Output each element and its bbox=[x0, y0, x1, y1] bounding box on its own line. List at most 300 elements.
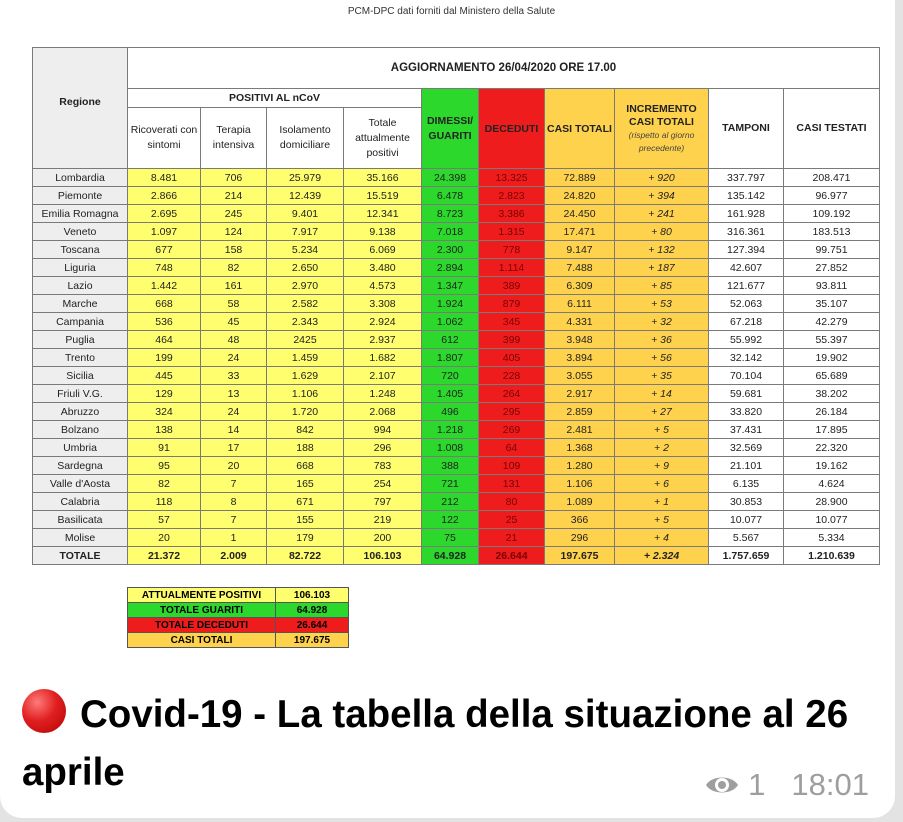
summary-label: TOTALE GUARITI bbox=[128, 603, 276, 618]
cell-casi-totali: 2.917 bbox=[545, 385, 615, 403]
cell-incremento: + 27 bbox=[615, 403, 709, 421]
cell-casi-testati: 26.184 bbox=[784, 403, 880, 421]
cell-terapia: 706 bbox=[201, 169, 267, 187]
cell-isolamento: 2.343 bbox=[267, 313, 344, 331]
cell-terapia: 58 bbox=[201, 295, 267, 313]
cell-totale-positivi: 9.138 bbox=[344, 223, 422, 241]
cell-casi-testati: 5.334 bbox=[784, 529, 880, 547]
cell-terapia: 161 bbox=[201, 277, 267, 295]
cell-dimessi: 2.300 bbox=[422, 241, 479, 259]
cell-deceduti: 109 bbox=[479, 457, 545, 475]
cell-tamponi: 30.853 bbox=[709, 493, 784, 511]
message-meta bbox=[704, 767, 869, 803]
cell-dimessi: 8.723 bbox=[422, 205, 479, 223]
cell-regione: Liguria bbox=[33, 259, 128, 277]
cell-ricoverati: 2.695 bbox=[128, 205, 201, 223]
cell-terapia: 20 bbox=[201, 457, 267, 475]
cell-totale-positivi: 106.103 bbox=[344, 547, 422, 565]
cell-totale-positivi: 35.166 bbox=[344, 169, 422, 187]
cell-casi-testati: 4.624 bbox=[784, 475, 880, 493]
cell-isolamento: 1.720 bbox=[267, 403, 344, 421]
red-circle-icon bbox=[22, 689, 66, 733]
cell-dimessi: 1.008 bbox=[422, 439, 479, 457]
cell-dimessi: 721 bbox=[422, 475, 479, 493]
cell-deceduti: 25 bbox=[479, 511, 545, 529]
cell-isolamento: 165 bbox=[267, 475, 344, 493]
message-time: 18:01 bbox=[791, 767, 869, 802]
cell-ricoverati: 677 bbox=[128, 241, 201, 259]
cell-terapia: 45 bbox=[201, 313, 267, 331]
cell-incremento: + 6 bbox=[615, 475, 709, 493]
cell-totale-positivi: 783 bbox=[344, 457, 422, 475]
cell-casi-totali: 1.280 bbox=[545, 457, 615, 475]
cell-casi-testati: 93.811 bbox=[784, 277, 880, 295]
cell-deceduti: 21 bbox=[479, 529, 545, 547]
cell-totale-positivi: 3.480 bbox=[344, 259, 422, 277]
cell-isolamento: 1.106 bbox=[267, 385, 344, 403]
cell-regione: Puglia bbox=[33, 331, 128, 349]
cell-isolamento: 188 bbox=[267, 439, 344, 457]
cell-ricoverati: 91 bbox=[128, 439, 201, 457]
table-row bbox=[33, 223, 880, 241]
covid-data-table bbox=[32, 47, 880, 565]
cell-totale-positivi: 3.308 bbox=[344, 295, 422, 313]
cell-casi-totali: 7.488 bbox=[545, 259, 615, 277]
header-positivi-group: POSITIVI AL nCoV bbox=[128, 89, 422, 108]
header-dimessi: DIMESSI/ GUARITI bbox=[422, 89, 479, 169]
cell-regione: Calabria bbox=[33, 493, 128, 511]
cell-ricoverati: 668 bbox=[128, 295, 201, 313]
cell-regione: Sicilia bbox=[33, 367, 128, 385]
cell-ricoverati: 464 bbox=[128, 331, 201, 349]
cell-regione: Campania bbox=[33, 313, 128, 331]
table-body bbox=[33, 169, 880, 565]
cell-regione: Toscana bbox=[33, 241, 128, 259]
cell-deceduti: 295 bbox=[479, 403, 545, 421]
header-ricoverati: Ricoverati con sintomi bbox=[128, 108, 201, 169]
cell-casi-totali: 6.111 bbox=[545, 295, 615, 313]
cell-casi-totali: 72.889 bbox=[545, 169, 615, 187]
summary-row bbox=[128, 618, 349, 633]
cell-regione: Sardegna bbox=[33, 457, 128, 475]
cell-incremento: + 2 bbox=[615, 439, 709, 457]
cell-ricoverati: 199 bbox=[128, 349, 201, 367]
cell-deceduti: 389 bbox=[479, 277, 545, 295]
cell-regione: Trento bbox=[33, 349, 128, 367]
table-row bbox=[33, 439, 880, 457]
cell-terapia: 14 bbox=[201, 421, 267, 439]
summary-value: 64.928 bbox=[276, 603, 349, 618]
cell-terapia: 33 bbox=[201, 367, 267, 385]
cell-isolamento: 7.917 bbox=[267, 223, 344, 241]
source-line: PCM-DPC dati forniti dal Ministero della Salute bbox=[347, 6, 556, 17]
cell-dimessi: 1.347 bbox=[422, 277, 479, 295]
cell-terapia: 17 bbox=[201, 439, 267, 457]
header-isolamento: Isolamento domiciliare bbox=[267, 108, 344, 169]
cell-isolamento: 2.650 bbox=[267, 259, 344, 277]
cell-casi-totali: 1.368 bbox=[545, 439, 615, 457]
cell-deceduti: 228 bbox=[479, 367, 545, 385]
cell-casi-testati: 10.077 bbox=[784, 511, 880, 529]
cell-casi-totali: 17.471 bbox=[545, 223, 615, 241]
summary-row bbox=[128, 603, 349, 618]
cell-regione: TOTALE bbox=[33, 547, 128, 565]
cell-tamponi: 161.928 bbox=[709, 205, 784, 223]
cell-casi-totali: 6.309 bbox=[545, 277, 615, 295]
cell-casi-totali: 1.089 bbox=[545, 493, 615, 511]
cell-isolamento: 5.234 bbox=[267, 241, 344, 259]
cell-dimessi: 1.405 bbox=[422, 385, 479, 403]
cell-casi-testati: 17.895 bbox=[784, 421, 880, 439]
table-row bbox=[33, 421, 880, 439]
cell-isolamento: 1.629 bbox=[267, 367, 344, 385]
table-row bbox=[33, 295, 880, 313]
cell-casi-testati: 22.320 bbox=[784, 439, 880, 457]
cell-totale-positivi: 2.068 bbox=[344, 403, 422, 421]
cell-regione: Valle d'Aosta bbox=[33, 475, 128, 493]
cell-deceduti: 879 bbox=[479, 295, 545, 313]
cell-casi-testati: 208.471 bbox=[784, 169, 880, 187]
header-tamponi: TAMPONI bbox=[709, 89, 784, 169]
cell-casi-testati: 183.513 bbox=[784, 223, 880, 241]
cell-totale-positivi: 4.573 bbox=[344, 277, 422, 295]
cell-casi-totali: 2.481 bbox=[545, 421, 615, 439]
cell-terapia: 7 bbox=[201, 511, 267, 529]
header-casi-totali: CASI TOTALI bbox=[545, 89, 615, 169]
cell-ricoverati: 138 bbox=[128, 421, 201, 439]
cell-deceduti: 13.325 bbox=[479, 169, 545, 187]
cell-casi-totali: 296 bbox=[545, 529, 615, 547]
table-row bbox=[33, 313, 880, 331]
cell-isolamento: 12.439 bbox=[267, 187, 344, 205]
cell-tamponi: 32.569 bbox=[709, 439, 784, 457]
cell-terapia: 1 bbox=[201, 529, 267, 547]
cell-tamponi: 5.567 bbox=[709, 529, 784, 547]
cell-tamponi: 42.607 bbox=[709, 259, 784, 277]
cell-isolamento: 2.970 bbox=[267, 277, 344, 295]
cell-casi-testati: 65.689 bbox=[784, 367, 880, 385]
cell-incremento: + 1 bbox=[615, 493, 709, 511]
cell-regione: Molise bbox=[33, 529, 128, 547]
cell-terapia: 214 bbox=[201, 187, 267, 205]
header-regione: Regione bbox=[33, 48, 128, 169]
cell-totale-positivi: 797 bbox=[344, 493, 422, 511]
cell-ricoverati: 82 bbox=[128, 475, 201, 493]
cell-casi-totali: 197.675 bbox=[545, 547, 615, 565]
cell-casi-testati: 35.107 bbox=[784, 295, 880, 313]
cell-isolamento: 179 bbox=[267, 529, 344, 547]
cell-isolamento: 668 bbox=[267, 457, 344, 475]
cell-tamponi: 37.431 bbox=[709, 421, 784, 439]
table-row bbox=[33, 385, 880, 403]
cell-tamponi: 32.142 bbox=[709, 349, 784, 367]
cell-casi-testati: 109.192 bbox=[784, 205, 880, 223]
cell-dimessi: 122 bbox=[422, 511, 479, 529]
header-deceduti: DECEDUTI bbox=[479, 89, 545, 169]
cell-deceduti: 2.823 bbox=[479, 187, 545, 205]
cell-regione: Abruzzo bbox=[33, 403, 128, 421]
cell-ricoverati: 21.372 bbox=[128, 547, 201, 565]
cell-deceduti: 399 bbox=[479, 331, 545, 349]
cell-isolamento: 671 bbox=[267, 493, 344, 511]
cell-deceduti: 131 bbox=[479, 475, 545, 493]
cell-deceduti: 405 bbox=[479, 349, 545, 367]
caption-text: Covid-19 - La tabella della situazione al 26 aprile bbox=[22, 693, 849, 794]
cell-totale-positivi: 15.519 bbox=[344, 187, 422, 205]
summary-value: 106.103 bbox=[276, 588, 349, 603]
cell-deceduti: 3.386 bbox=[479, 205, 545, 223]
cell-dimessi: 2.894 bbox=[422, 259, 479, 277]
cell-terapia: 24 bbox=[201, 403, 267, 421]
cell-regione: Marche bbox=[33, 295, 128, 313]
table-row bbox=[33, 277, 880, 295]
summary-label: TOTALE DECEDUTI bbox=[128, 618, 276, 633]
cell-incremento: + 132 bbox=[615, 241, 709, 259]
cell-regione: Piemonte bbox=[33, 187, 128, 205]
cell-terapia: 8 bbox=[201, 493, 267, 511]
eye-icon bbox=[704, 772, 740, 798]
header-casi-testati: CASI TESTATI bbox=[784, 89, 880, 169]
cell-totale-positivi: 219 bbox=[344, 511, 422, 529]
table-row bbox=[33, 331, 880, 349]
cell-totale-positivi: 12.341 bbox=[344, 205, 422, 223]
cell-casi-totali: 366 bbox=[545, 511, 615, 529]
summary-label: CASI TOTALI bbox=[128, 633, 276, 648]
cell-terapia: 13 bbox=[201, 385, 267, 403]
cell-deceduti: 345 bbox=[479, 313, 545, 331]
cell-ricoverati: 118 bbox=[128, 493, 201, 511]
cell-dimessi: 1.218 bbox=[422, 421, 479, 439]
table-row bbox=[33, 241, 880, 259]
cell-deceduti: 1.114 bbox=[479, 259, 545, 277]
summary-value: 197.675 bbox=[276, 633, 349, 648]
table-row bbox=[33, 511, 880, 529]
header-totale-positivi: Totale attualmente positivi bbox=[344, 108, 422, 169]
cell-dimessi: 388 bbox=[422, 457, 479, 475]
cell-dimessi: 64.928 bbox=[422, 547, 479, 565]
cell-casi-testati: 99.751 bbox=[784, 241, 880, 259]
cell-regione: Umbria bbox=[33, 439, 128, 457]
cell-incremento: + 56 bbox=[615, 349, 709, 367]
summary-row bbox=[128, 633, 349, 648]
cell-incremento: + 394 bbox=[615, 187, 709, 205]
cell-casi-testati: 38.202 bbox=[784, 385, 880, 403]
cell-incremento: + 920 bbox=[615, 169, 709, 187]
table-row bbox=[33, 475, 880, 493]
cell-casi-testati: 42.279 bbox=[784, 313, 880, 331]
cell-terapia: 245 bbox=[201, 205, 267, 223]
table-row bbox=[33, 259, 880, 277]
cell-dimessi: 6.478 bbox=[422, 187, 479, 205]
cell-dimessi: 720 bbox=[422, 367, 479, 385]
cell-casi-totali: 9.147 bbox=[545, 241, 615, 259]
cell-totale-positivi: 200 bbox=[344, 529, 422, 547]
cell-isolamento: 155 bbox=[267, 511, 344, 529]
cell-incremento: + 5 bbox=[615, 421, 709, 439]
cell-terapia: 2.009 bbox=[201, 547, 267, 565]
cell-dimessi: 496 bbox=[422, 403, 479, 421]
cell-incremento: + 5 bbox=[615, 511, 709, 529]
cell-ricoverati: 1.097 bbox=[128, 223, 201, 241]
cell-tamponi: 337.797 bbox=[709, 169, 784, 187]
cell-dimessi: 24.398 bbox=[422, 169, 479, 187]
cell-totale-positivi: 254 bbox=[344, 475, 422, 493]
table-row bbox=[33, 187, 880, 205]
cell-tamponi: 55.992 bbox=[709, 331, 784, 349]
cell-ricoverati: 8.481 bbox=[128, 169, 201, 187]
table-row bbox=[33, 349, 880, 367]
cell-incremento: + 80 bbox=[615, 223, 709, 241]
cell-ricoverati: 324 bbox=[128, 403, 201, 421]
cell-ricoverati: 445 bbox=[128, 367, 201, 385]
cell-deceduti: 26.644 bbox=[479, 547, 545, 565]
cell-ricoverati: 536 bbox=[128, 313, 201, 331]
cell-regione: Friuli V.G. bbox=[33, 385, 128, 403]
table-row bbox=[33, 529, 880, 547]
cell-regione: Bolzano bbox=[33, 421, 128, 439]
cell-deceduti: 269 bbox=[479, 421, 545, 439]
cell-casi-totali: 3.894 bbox=[545, 349, 615, 367]
cell-isolamento: 25.979 bbox=[267, 169, 344, 187]
cell-incremento: + 4 bbox=[615, 529, 709, 547]
cell-regione: Emilia Romagna bbox=[33, 205, 128, 223]
cell-casi-testati: 55.397 bbox=[784, 331, 880, 349]
cell-totale-positivi: 2.937 bbox=[344, 331, 422, 349]
cell-casi-totali: 3.055 bbox=[545, 367, 615, 385]
cell-tamponi: 6.135 bbox=[709, 475, 784, 493]
cell-isolamento: 842 bbox=[267, 421, 344, 439]
cell-terapia: 48 bbox=[201, 331, 267, 349]
cell-casi-testati: 19.162 bbox=[784, 457, 880, 475]
cell-casi-totali: 1.106 bbox=[545, 475, 615, 493]
cell-incremento: + 241 bbox=[615, 205, 709, 223]
summary-value: 26.644 bbox=[276, 618, 349, 633]
cell-casi-testati: 1.210.639 bbox=[784, 547, 880, 565]
cell-casi-totali: 4.331 bbox=[545, 313, 615, 331]
cell-incremento: + 2.324 bbox=[615, 547, 709, 565]
cell-dimessi: 1.062 bbox=[422, 313, 479, 331]
cell-casi-testati: 28.900 bbox=[784, 493, 880, 511]
cell-totale-positivi: 1.682 bbox=[344, 349, 422, 367]
cell-regione: Veneto bbox=[33, 223, 128, 241]
cell-isolamento: 82.722 bbox=[267, 547, 344, 565]
cell-casi-totali: 24.450 bbox=[545, 205, 615, 223]
cell-tamponi: 316.361 bbox=[709, 223, 784, 241]
cell-terapia: 7 bbox=[201, 475, 267, 493]
cell-tamponi: 70.104 bbox=[709, 367, 784, 385]
cell-totale-positivi: 2.107 bbox=[344, 367, 422, 385]
view-count: 1 bbox=[748, 767, 766, 802]
cell-casi-testati: 19.902 bbox=[784, 349, 880, 367]
cell-tamponi: 121.677 bbox=[709, 277, 784, 295]
cell-isolamento: 1.459 bbox=[267, 349, 344, 367]
cell-totale-positivi: 296 bbox=[344, 439, 422, 457]
cell-incremento: + 53 bbox=[615, 295, 709, 313]
cell-incremento: + 85 bbox=[615, 277, 709, 295]
cell-totale-positivi: 1.248 bbox=[344, 385, 422, 403]
table-row bbox=[33, 403, 880, 421]
cell-incremento: + 9 bbox=[615, 457, 709, 475]
table-row bbox=[33, 367, 880, 385]
cell-tamponi: 52.063 bbox=[709, 295, 784, 313]
cell-regione: Lombardia bbox=[33, 169, 128, 187]
summary-label: ATTUALMENTE POSITIVI bbox=[128, 588, 276, 603]
cell-casi-testati: 27.852 bbox=[784, 259, 880, 277]
cell-ricoverati: 129 bbox=[128, 385, 201, 403]
cell-dimessi: 1.924 bbox=[422, 295, 479, 313]
cell-terapia: 24 bbox=[201, 349, 267, 367]
cell-dimessi: 7.018 bbox=[422, 223, 479, 241]
summary-table bbox=[127, 587, 349, 648]
cell-casi-totali: 2.859 bbox=[545, 403, 615, 421]
table-row bbox=[33, 205, 880, 223]
cell-deceduti: 64 bbox=[479, 439, 545, 457]
cell-ricoverati: 748 bbox=[128, 259, 201, 277]
cell-ricoverati: 57 bbox=[128, 511, 201, 529]
cell-terapia: 158 bbox=[201, 241, 267, 259]
cell-isolamento: 2.582 bbox=[267, 295, 344, 313]
cell-isolamento: 9.401 bbox=[267, 205, 344, 223]
cell-incremento: + 14 bbox=[615, 385, 709, 403]
header-update: AGGIORNAMENTO 26/04/2020 ORE 17.00 bbox=[128, 48, 880, 89]
cell-casi-totali: 24.820 bbox=[545, 187, 615, 205]
table-row bbox=[33, 457, 880, 475]
cell-tamponi: 33.820 bbox=[709, 403, 784, 421]
cell-casi-totali: 3.948 bbox=[545, 331, 615, 349]
cell-regione: Lazio bbox=[33, 277, 128, 295]
table-row bbox=[33, 493, 880, 511]
cell-tamponi: 135.142 bbox=[709, 187, 784, 205]
total-row bbox=[33, 547, 880, 565]
cell-tamponi: 67.218 bbox=[709, 313, 784, 331]
cell-tamponi: 21.101 bbox=[709, 457, 784, 475]
cell-casi-testati: 96.977 bbox=[784, 187, 880, 205]
cell-incremento: + 187 bbox=[615, 259, 709, 277]
cell-tamponi: 1.757.659 bbox=[709, 547, 784, 565]
cell-dimessi: 612 bbox=[422, 331, 479, 349]
cell-isolamento: 2425 bbox=[267, 331, 344, 349]
cell-deceduti: 1.315 bbox=[479, 223, 545, 241]
cell-terapia: 124 bbox=[201, 223, 267, 241]
cell-incremento: + 36 bbox=[615, 331, 709, 349]
header-incremento-sub: (rispetto al giorno precedente) bbox=[628, 129, 695, 153]
cell-totale-positivi: 6.069 bbox=[344, 241, 422, 259]
cell-totale-positivi: 994 bbox=[344, 421, 422, 439]
cell-deceduti: 264 bbox=[479, 385, 545, 403]
cell-tamponi: 10.077 bbox=[709, 511, 784, 529]
cell-deceduti: 778 bbox=[479, 241, 545, 259]
cell-terapia: 82 bbox=[201, 259, 267, 277]
header-incremento bbox=[615, 89, 709, 169]
header-terapia: Terapia intensiva bbox=[201, 108, 267, 169]
cell-ricoverati: 95 bbox=[128, 457, 201, 475]
cell-deceduti: 80 bbox=[479, 493, 545, 511]
cell-dimessi: 75 bbox=[422, 529, 479, 547]
table-row bbox=[33, 169, 880, 187]
cell-tamponi: 127.394 bbox=[709, 241, 784, 259]
cell-incremento: + 32 bbox=[615, 313, 709, 331]
cell-tamponi: 59.681 bbox=[709, 385, 784, 403]
cell-ricoverati: 20 bbox=[128, 529, 201, 547]
cell-ricoverati: 2.866 bbox=[128, 187, 201, 205]
summary-row bbox=[128, 588, 349, 603]
cell-totale-positivi: 2.924 bbox=[344, 313, 422, 331]
cell-dimessi: 1.807 bbox=[422, 349, 479, 367]
cell-incremento: + 35 bbox=[615, 367, 709, 385]
cell-ricoverati: 1.442 bbox=[128, 277, 201, 295]
header-incremento-title: INCREMENTO CASI TOTALI bbox=[626, 102, 697, 128]
cell-dimessi: 212 bbox=[422, 493, 479, 511]
